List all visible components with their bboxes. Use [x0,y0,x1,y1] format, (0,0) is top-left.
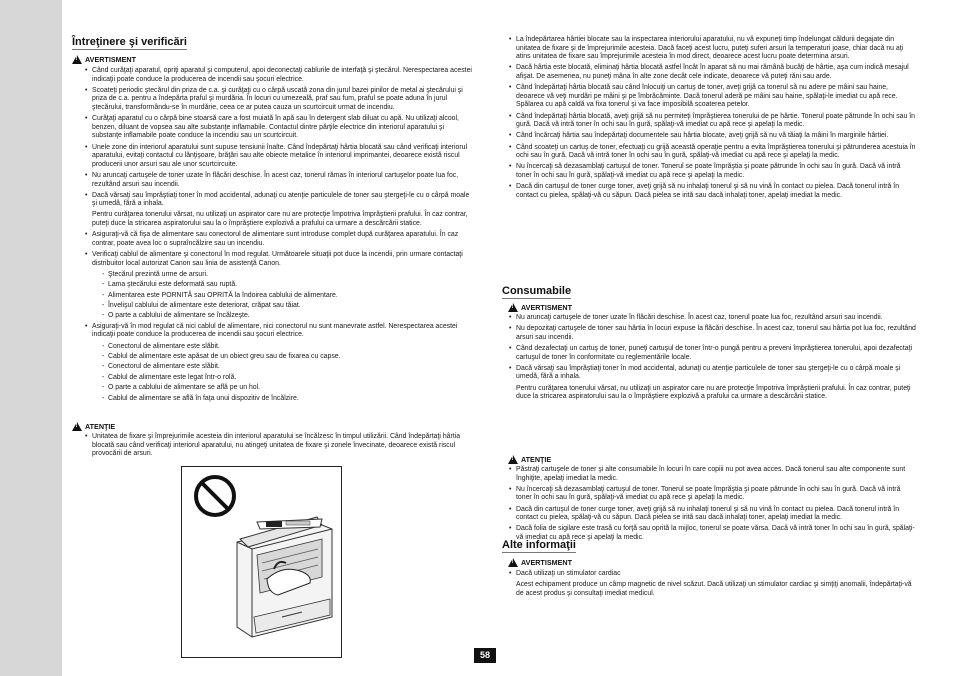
sub-list-item: - O parte a cablului de alimentare se încălzeşte. [80,312,472,321]
list-item: • Dacă din cartuşul de toner curge toner, aveţi grijă să nu inhalaţi tonerul şi să nu vină în contact cu pielea. Dacă tonerul intră în contact cu pielea, spălaţi-vă cu săpun. Dacă pielea se irită sau dacă inhalaţi toner, apelaţi imediat la medic. [504,506,918,523]
caution-continued-list [504,36,918,203]
page-number: 58 [474,648,496,663]
list-item: • Dacă hârtia este blocată, eliminaţi hârtia blocată astfel încât în aparat să nu mai rămână bucăţi de hârtie, aşa cum indică mesajul afişat. De asemenea, nu puneţi mâna în alte zone decât cele indicate, deoarece vă puteţi răni sau arde. [504,64,918,81]
list-item: • Dacă vărsaţi sau împrăştiaţi toner în mod accidental, adunaţi cu atenţie particulele de toner sau ştergeţi-le cu o cârpă moale şi umedă, fără a inhala. [80,192,472,209]
warning-triangle-icon [508,558,518,567]
list-item: • Nu aruncaţi cartuşele de toner uzate în flăcări deschise. În acest caz, tonerul poate lua foc, rezultând arsuri sau incendii. [504,314,918,323]
list-item: • Unele zone din interiorul aparatului sunt supuse tensiunii înalte. Când îndepărtaţi hârtia blocată sau când verificaţi interiorul aparatului, evitaţi contactul cu lănţişoare, brăţări sau alte obiecte metalice în interiorul imprimantei, deoarece există riscul producerii unor arsuri sau ale unor scurtcircuite. [80,144,472,170]
sub-list-item: - O parte a cablului de alimentare se află pe un hol. [80,384,472,393]
caution-header: ! ATENŢIE [72,422,115,431]
warning-header: ! AVERTISMENT [508,303,572,312]
list-item: • Păstraţi cartuşele de toner şi alte consumabile în locuri în care copiii nu pot avea acces. Dacă tonerul sau alte componente sunt înghiţite, apelaţi imediat la medic. [504,466,918,483]
sub-list-item: - Lama ştecărului este deformată sau ruptă. [80,281,472,290]
list-item: • Dacă vărsaţi sau împrăştiaţi toner în mod accidental, adunaţi cu atenţie particulele de toner sau ştergeţi-le cu o cârpă moale şi umedă, fără a inhala. [504,365,918,382]
list-item: Pentru curăţarea tonerului vărsat, nu utilizaţi un aspirator care nu are protecţie împotriva împrăştierii prafului. În caz contrar, puteţi duce la stricarea aspiratorului sau la o împrăştiere explozivă a prafului ca urmare a descărcării statice. [516,384,911,401]
sub-list-item: - Cablul de alimentare este legat într-o rolă. [80,374,472,383]
list-item: • Dacă folia de sigilare este trasă cu forţă sau oprită la mijloc, tonerul se poate vărsa. Dacă vă intră toner în ochi sau în gură, spălaţi-vă imediat cu apă rece şi apelaţi la medic. [504,525,918,542]
caution-list [80,433,472,461]
list-item: • Nu încercaţi să dezasamblaţi cartuşul de toner. Tonerul se poate împrăştia şi poate pătrunde în ochi sau în gură. Dacă vă intră toner în ochi sau în gură, spălaţi-vă imediat cu apă rece şi apelaţi la medic. [504,486,918,503]
sub-list-item: - Alimentarea este PORNITĂ sau OPRITĂ la îndoirea cablului de alimentare. [80,292,472,301]
list-item: • La îndepărtarea hârtiei blocate sau la inspectarea interiorului aparatului, nu vă expuneţi timp îndelungat căldurii degajate din unitatea de fixare şi de împrejurimile acesteia. Dacă faceţi acest lucru, puteţi suferi arsuri la temperaturi joase, chiar dacă nu aţi atins unitatea de fixare sau împrejurimile acesteia în mod direct, deoarece acest lucru poate determina arsuri. [504,36,918,62]
section-title-consumables: Consumabile [502,285,572,297]
warning-triangle-icon [508,303,518,312]
list-item: • Când încărcaţi hârtia sau îndepărtaţi documentele sau hârtia blocate, aveţi grijă să nu vă tăiaţi la mâini în marginile hârtiei. [504,132,918,141]
list-item: • Când îndepărtaţi hârtia blocată sau când înlocuiţi un cartuş de toner, aveţi grijă ca tonerul să nu adere pe mâini sau haine, deoarece vă veţi murdări pe mâini şi pe îmbrăcăminte. Dacă tonerul aderă pe mâini sau haine, spălaţi-le imediat cu apă rece. Spălarea cu apă caldă va fixa tonerul şi va face imposibilă scoaterea petelor. [504,84,918,110]
sub-list-item: - Învelişul cablului de alimentare este deteriorat, crăpat sau tăiat. [80,302,472,311]
list-item: • Unitatea de fixare şi împrejurimile acesteia din interiorul aparatului se încălzesc în timpul utilizării. Când îndepărtaţi hârtia blocată sau când verificaţi interiorul aparatului, nu atingeţi unitatea de fixare şi zonele învecinate, deoarece există riscul provocării de arsuri. [80,433,472,459]
prohibited-illustration [181,466,342,658]
list-item: • Când dezafectaţi un cartuş de toner, puneţi cartuşul de toner într-o pungă pentru a preveni împrăştierea tonerului, apoi dezafectaţi cartuşul de toner în conformitate cu reglementările locale. [504,345,918,362]
list-item: • Dacă din cartuşul de toner curge toner, aveţi grijă să nu inhalaţi tonerul şi să nu vină în contact cu pielea. Dacă tonerul intră în contact cu pielea, spălaţi-vă cu săpun. Dacă pielea se irită sau dacă inhalaţi toner, apelaţi imediat la medic. [504,183,918,200]
list-item: • Asiguraţi-vă în mod regulat că nici cablul de alimentare, nici conectorul nu sunt manevrate astfel. Nerespectarea acestei indicaţii poate conduce la producerea de incendii sau şocuri electrice. [80,323,472,340]
sub-list-item: - Conectorul de alimentare este slăbit. [80,343,472,352]
sub-list-item: - Cablul de alimentare este apăsat de un obiect greu sau de fixarea cu capse. [80,353,472,362]
warning-list [80,67,472,405]
prohibition-icon [196,477,234,515]
sub-list-item: - Cablul de alimentare se află în faţa unui dispozitiv de încălzire. [80,395,472,404]
sub-list-item: - Conectorul de alimentare este slăbit. [80,363,472,372]
warning-header: ! AVERTISMENT [508,558,572,567]
warning-triangle-icon [72,55,82,64]
list-item: • Curăţaţi aparatul cu o cârpă bine stoarsă care a fost muiată în apă sau în detergent slab diluat cu apă. Nu utilizaţi alcool, benzen, diluant de vopsea sau alte substanţe inflamabile. Contactul dintre părţile electrice din interiorul aparatului şi substanţe inflamabile poate conduce la incendiu sau un scurtcircuit. [80,115,472,141]
caution-header: ! ATENŢIE [508,455,551,464]
list-item: • Nu aruncaţi cartuşele de toner uzate în flăcări deschise. În acest caz, tonerul rămas în interiorul cartuşelor poate lua foc, rezultând arsuri sau incendii. [80,172,472,189]
warning-triangle-icon [72,422,82,431]
warning-triangle-icon [508,455,518,464]
other-info-list [504,570,918,601]
list-item: • Nu încercaţi să dezasamblaţi cartuşul de toner. Tonerul se poate împrăştia şi poate pătrunde în ochi sau în gură. Dacă vă intră toner în ochi sau în gură, spălaţi-vă imediat cu apă rece şi apelaţi la medic. [504,163,918,180]
list-item: Acest echipament produce un câmp magnetic de nivel scăzut. Dacă utilizaţi un stimulator cardiac şi simţiţi anomalii, îndepărtaţi-vă de acest produs şi consultaţi imediat medicul. [516,581,912,597]
list-item: • Dacă utilizaţi un stimulator cardiac [504,570,918,579]
section-title-other-info: Alte informaţii [502,539,576,551]
sub-list-item: - Ştecărul prezintă urme de arsuri. [80,271,472,280]
printer-illustration [182,467,341,657]
list-item: • Verificaţi cablul de alimentare şi conectorul în mod regulat. Următoarele situaţii pot duce la incendii, prin urmare contactaţi distribuitor local autorizat Canon sau linia de asistenţă Canon. [80,251,472,268]
consumables-warning-list [504,314,918,404]
list-item: • Nu depozitaţi cartuşele de toner sau hârtia în locuri expuse la flăcări deschise. În acest caz, tonerul sau hârtia pot lua foc, rezultând arsuri sau incendii. [504,325,918,342]
consumables-caution-list [504,466,918,545]
list-item: Pentru curăţarea tonerului vărsat, nu utilizaţi un aspirator care nu are protecţie împotriva împrăştierii prafului. În caz contrar, puteţi duce la stricarea aspiratorului sau la o împrăştiere explozivă a prafului ca urmare a descărcării statice. [92,211,468,228]
section-title-maintenance: Întreţinere şi verificări [72,36,187,48]
warning-header: ! AVERTISMENT [72,55,136,64]
left-margin-band [0,0,62,676]
list-item: • Când curăţaţi aparatul, opriţi aparatul şi computerul, apoi deconectaţi cablurile de interfaţă şi ştecărul. Nerespectarea acestei indicaţii poate conduce la producerea de incendii sau şocuri electrice. [80,67,472,84]
list-item: • Când îndepărtaţi hârtia blocată, aveţi grijă să nu permiteţi împrăştierea tonerului de pe hârtie. Tonerul poate pătrunde în ochi sau în gură. Dacă vă intră toner în ochi sau în gură, spălaţi-vă imediat cu apă rece şi apelaţi la medic. [504,113,918,130]
list-item: • Când scoateţi un cartuş de toner, efectuaţi cu grijă această operaţie pentru a evita împrăştierea tonerului şi pătrunderea acestuia în ochi sau în gură. Dacă vă intră toner în ochi sau în gură, spălaţi-vă imediat cu apă rece şi apelaţi la medic. [504,144,918,161]
list-item: • Asiguraţi-vă că fişa de alimentare sau conectorul de alimentare sunt introduse complet după curăţarea aparatului. În caz contrar, poate avea loc o supraîncălzire sau un incendiu. [80,231,472,248]
list-item: • Scoateţi periodic ştecărul din priza de c.a. şi curăţaţi cu o cârpă uscată zona din jurul bazei pinilor de metal ai ştecărului şi priza de c.a. pentru a îndepărta praful şi murdăria. În locuri cu umezeală, praf sau fum, praful se poate aduna în jurul ştecărului, transformându-se în murdărie, ceea ce ar putea cauza un scurtcircuit urmat de incendiu. [80,87,472,113]
